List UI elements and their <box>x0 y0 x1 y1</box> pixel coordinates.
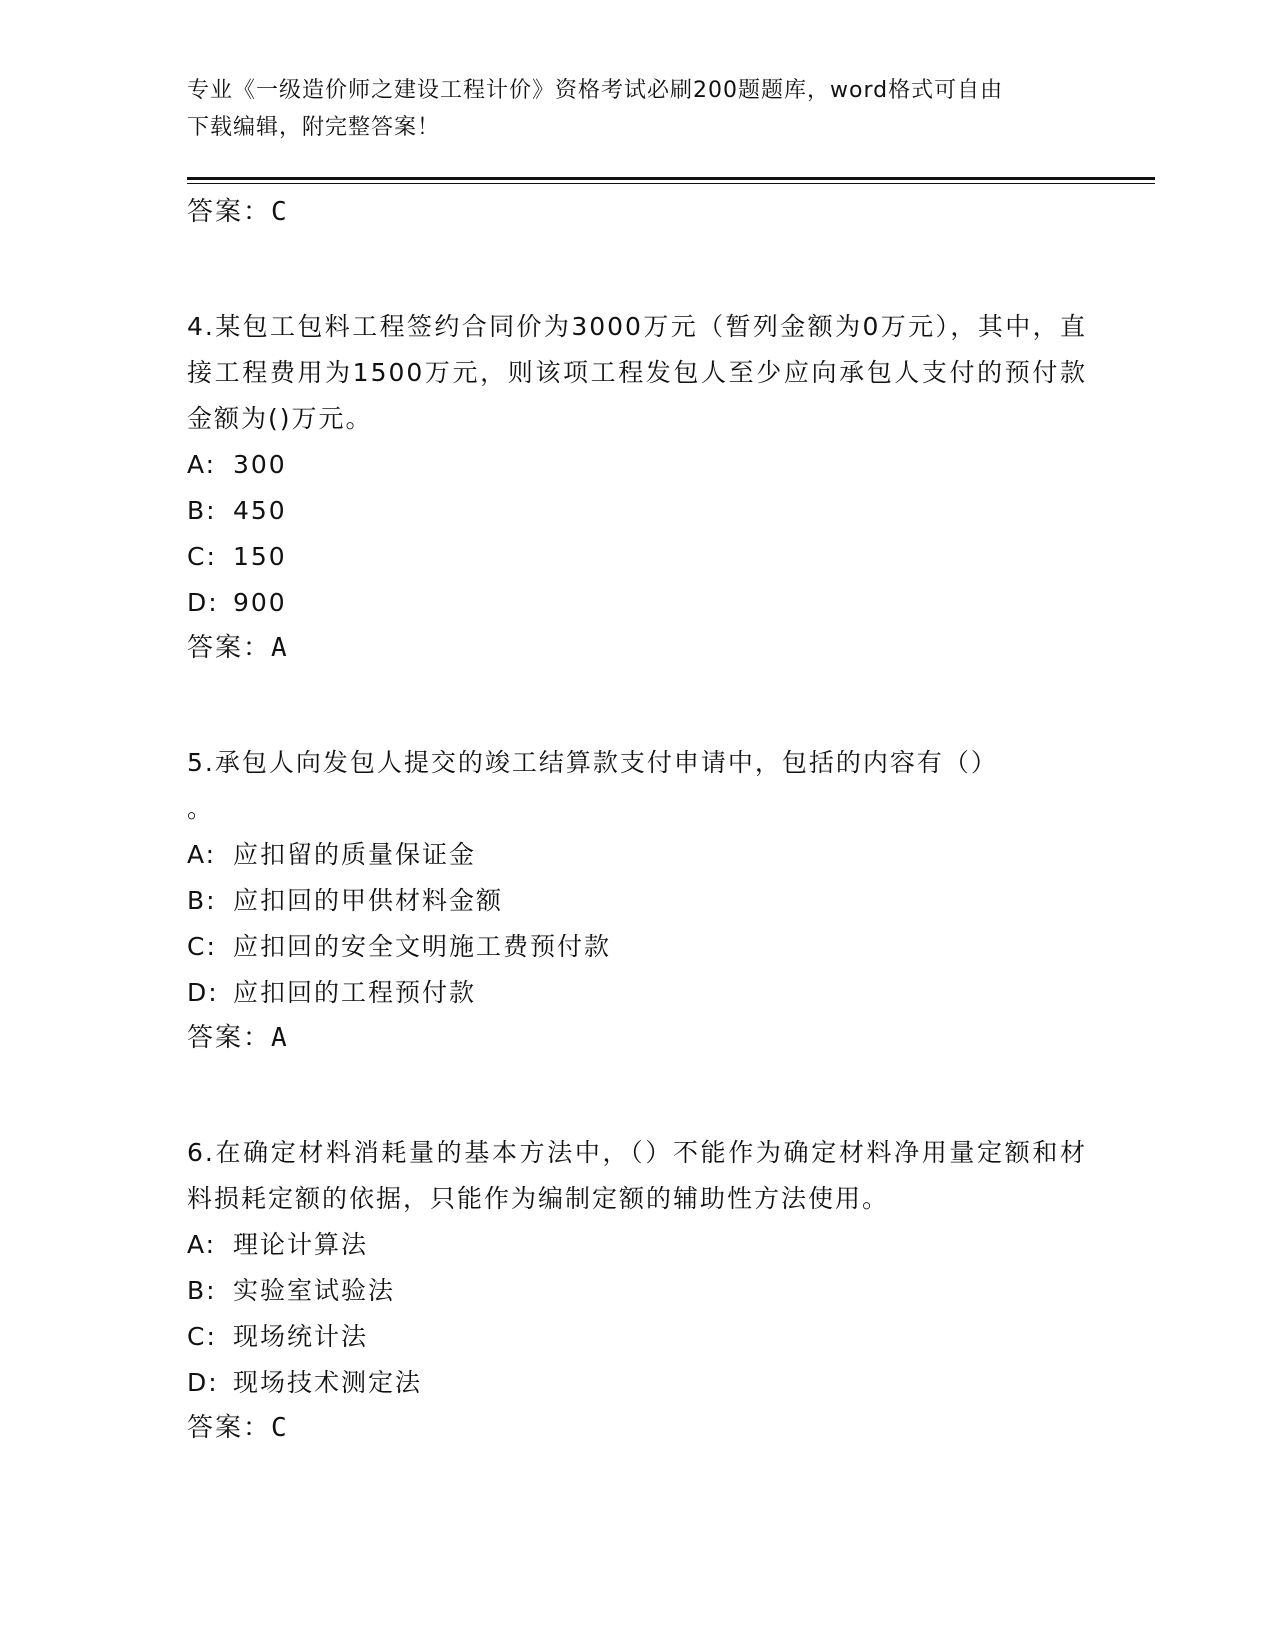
header-line-2: 下载编辑，附完整答案！ <box>187 115 441 140</box>
option-letter: C: <box>187 1322 217 1351</box>
question-stem: 6.在确定材料消耗量的基本方法中，（）不能作为确定材料净用量定额和材料损耗定额的依据，只能作为编制定额的辅助性方法使用。 <box>187 1138 1087 1213</box>
option-d <box>187 580 1087 626</box>
option-d <box>187 1360 1087 1406</box>
question-answer <box>187 626 1087 670</box>
option-text: 300 <box>233 450 287 479</box>
answer-label: 答案： <box>187 1413 272 1443</box>
question-4 <box>187 304 1087 670</box>
option-text: 应扣回的甲供材料金额 <box>233 886 504 915</box>
option-text: 现场技术测定法 <box>233 1368 423 1397</box>
option-c <box>187 924 1087 970</box>
option-letter: C: <box>187 542 217 571</box>
option-text: 150 <box>233 542 287 571</box>
option-a <box>187 1222 1087 1268</box>
question-answer <box>187 1406 1087 1450</box>
previous-answer <box>187 190 1087 234</box>
answer-value: C <box>271 1413 289 1443</box>
answer-value: A <box>271 633 289 663</box>
option-text: 900 <box>233 588 287 617</box>
question-stem: 4.某包工包料工程签约合同价为3000万元（暂列金额为0万元），其中，直接工程费用为1500万元，则该项工程发包人至少应向承包人支付的预付款金额为()万元。 <box>187 312 1087 433</box>
answer-label: 答案： <box>187 1023 272 1053</box>
document-body <box>187 190 1087 1450</box>
option-letter: A: <box>187 840 217 869</box>
option-b <box>187 488 1087 534</box>
question-stem-tail: 。 <box>187 794 215 823</box>
option-c <box>187 534 1087 580</box>
question-6 <box>187 1130 1087 1450</box>
option-b <box>187 878 1087 924</box>
answer-value: C <box>271 197 289 227</box>
option-text: 理论计算法 <box>233 1230 369 1259</box>
option-letter: D: <box>187 978 219 1007</box>
option-letter: A: <box>187 450 217 479</box>
answer-label: 答案： <box>187 197 272 227</box>
option-text: 应扣回的安全文明施工费预付款 <box>233 932 612 961</box>
option-text: 应扣回的工程预付款 <box>233 978 477 1007</box>
option-a <box>187 832 1087 878</box>
option-letter: C: <box>187 932 217 961</box>
answer-label: 答案： <box>187 633 272 663</box>
option-text: 450 <box>233 496 287 525</box>
option-letter: B: <box>187 496 217 525</box>
option-letter: D: <box>187 588 219 617</box>
document-header <box>187 72 1087 146</box>
option-letter: B: <box>187 1276 217 1305</box>
header-rule-thick <box>187 177 1155 180</box>
option-d <box>187 970 1087 1016</box>
option-text: 应扣留的质量保证金 <box>233 840 477 869</box>
option-letter: D: <box>187 1368 219 1397</box>
header-line-1: 专业《一级造价师之建设工程计价》资格考试必刷200题题库，word格式可自由 <box>187 78 1004 103</box>
option-c <box>187 1314 1087 1360</box>
question-answer <box>187 1016 1087 1060</box>
option-letter: A: <box>187 1230 217 1259</box>
option-a <box>187 442 1087 488</box>
option-text: 实验室试验法 <box>233 1276 396 1305</box>
question-5 <box>187 740 1087 1060</box>
option-letter: B: <box>187 886 217 915</box>
option-b <box>187 1268 1087 1314</box>
question-stem: 5.承包人向发包人提交的竣工结算款支付申请中，包括的内容有（） <box>187 748 998 777</box>
option-text: 现场统计法 <box>233 1322 369 1351</box>
header-rule-thin <box>187 183 1155 184</box>
answer-value: A <box>271 1023 289 1053</box>
